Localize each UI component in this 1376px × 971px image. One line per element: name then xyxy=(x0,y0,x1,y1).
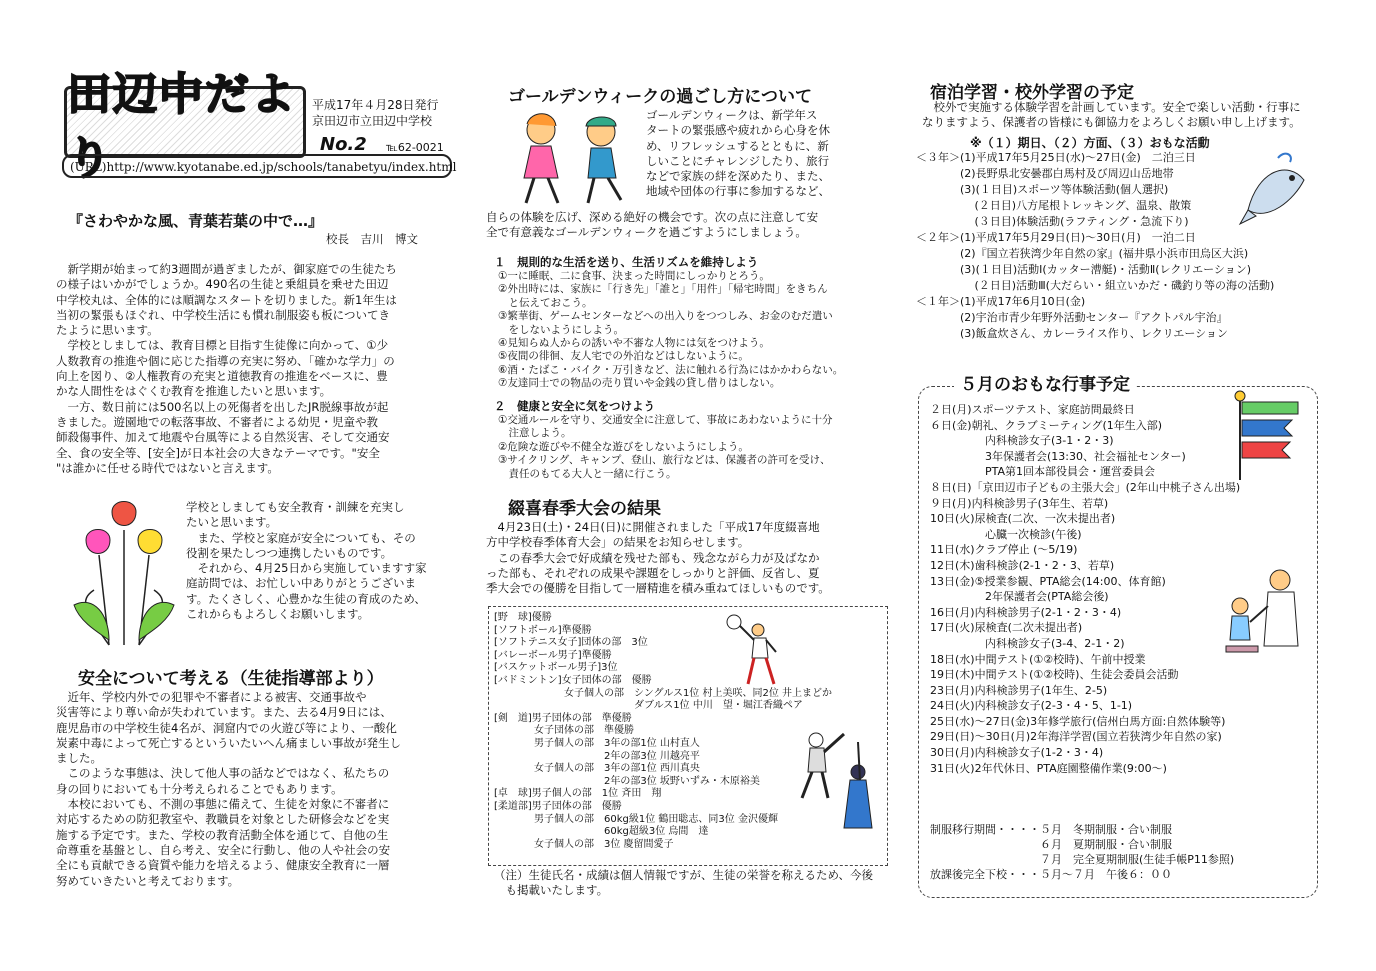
text-line: （注）生徒氏名・成績は個人情報ですが、生徒の栄誉を称えるため、今後 xyxy=(494,868,874,882)
event-row: 10日(火)尿検査(二次、一次未提出者) xyxy=(930,512,1116,526)
telephone: ℡62-0021 xyxy=(386,141,444,154)
text-line: たいと思います。 xyxy=(186,515,278,530)
text-line: 近年、学校内外での犯罪や不審者による被害、交通事故や xyxy=(56,690,367,704)
text-line: 庭訪問では、お忙しい中ありがとうございま xyxy=(186,576,416,591)
tournament-title: 綴喜春季大会の結果 xyxy=(508,499,661,519)
doctor-illustration xyxy=(1218,566,1308,666)
text-line: 施する予定です。また、学校の教育活動全体を通じて、自他の生 xyxy=(56,827,389,842)
baseball-kendo-illustration xyxy=(780,728,880,838)
list-item: (3)(１日目)活動Ⅰ(カッター漕艇)・活動Ⅱ(レクリエーション) xyxy=(916,263,1251,276)
tulip-illustration xyxy=(64,500,184,650)
text-line: 鹿児島市の中学校生徒4名が、洞窟内での火遊び等により、一酸化 xyxy=(56,720,397,735)
event-row: 18日(水)中間テスト(①②校時)、午前中授業 xyxy=(930,652,1146,666)
text-line: これからもよろしくお願いします。 xyxy=(186,607,370,622)
result-row: [卓 球]男子個人の部 1位 斉田 翔 xyxy=(494,788,662,800)
list-item: と伝えておこう。 xyxy=(498,296,593,309)
list-item: (2)長野県北安曇郡白馬村及び周辺山岳地帯 xyxy=(916,167,1174,180)
list-item: (2)宇治市青少年野外活動センター『アクトパル宇治』 xyxy=(916,311,1228,324)
volleyball-player-illustration xyxy=(718,612,788,688)
list-item: 責任のもてる大人と一緒に行こう。 xyxy=(498,467,677,480)
text-line: また、学校と家庭が安全についても、その xyxy=(186,530,416,545)
text-line: 方中学校春季体育大会」の結果をお知らせします。 xyxy=(486,535,750,550)
text-line: 季大会での優勝を目指して一層精進を積み重ねてほしいものです。 xyxy=(486,581,830,596)
text-line: ゴールデンウィークは、新学年ス xyxy=(646,108,818,122)
text-line: 全にも貢献できる資質や能力を培えるよう、健康安全教育に一層 xyxy=(56,858,390,873)
result-row: [柔道部]男子団体の部 優勝 xyxy=(494,800,622,812)
event-row: 24日(火)内科検診女子(2-3・4・5、1-1) xyxy=(930,699,1133,713)
list-item: ＜３年＞(1)平成17年5月25日(水)～27日(金) 二泊三日 xyxy=(916,151,1196,164)
result-row: [ソフトテニス女子]団体の部 3位 xyxy=(494,637,648,649)
result-row: ダブルス1位 中川 望・堀江香織ペア xyxy=(494,700,803,712)
text-line: 全、食の安全等、[安全]が日本社会の大きなテーマです。"安全 xyxy=(56,445,380,460)
text-line: 新学期が始まって約3週間が過ぎましたが、御家庭での生徒たち xyxy=(56,262,397,276)
event-row: 12日(木)歯科検診(2-1・2・3、若草) xyxy=(930,558,1115,572)
result-row: [バスケットボール男子]3位 xyxy=(494,662,618,674)
text-line: 炭素中毒によって死亡するといういたいへん痛ましい事故が発生し xyxy=(56,735,401,750)
text-line: 命尊重を基盤とし、自ら考え、安全に行動し、他の人や社会の安 xyxy=(56,842,391,857)
list-item: 注意しよう。 xyxy=(498,427,572,440)
event-row: 11日(水)クラブ停止 (～5/19) xyxy=(930,543,1078,557)
event-row: 内科検診女子(3-4、2-1・2) xyxy=(930,636,1125,650)
list-item: ②危険な遊びや不健全な遊びをしないようにしよう。 xyxy=(498,440,749,453)
school-url[interactable]: (URL)http://www.kyotanabe.ed.jp/schools/tanabetyu/index.html xyxy=(62,154,452,178)
event-row: 19日(木)中間テスト(①②校時)、生徒会委員会活動 xyxy=(930,668,1179,682)
study-trips-legend: ※（１）期日、（２）方面、（３）おもな活動 xyxy=(970,136,1210,150)
event-row: 16日(月)内科検診男子(2-1・2・3・4) xyxy=(930,605,1122,619)
text-line: このような事態は、決して他人事の話などではなく、私たちの xyxy=(56,766,390,781)
text-line: 地域や団体の行事に参加するなど、 xyxy=(646,184,830,199)
text-line: 人数教育の推進や個に応じた指導の充実に努め、「確かな学力」の xyxy=(56,353,395,368)
text-line: った部も、それぞれの成果や課題をしっかりと評価、反省し、夏 xyxy=(486,565,820,580)
text-line: す。たくさしく、心豊かな生徒の育成のため、 xyxy=(186,591,426,606)
text-line: ました。 xyxy=(56,751,102,766)
list-item: (3)飯盒炊さん、カレーライス作り、レクリエーション xyxy=(916,327,1228,340)
event-row: 心臓一次検診(午後) xyxy=(930,527,1082,541)
event-row: 内科検診女子(3-1・2・3) xyxy=(930,434,1114,448)
result-row: 女子個人の部 3年の部1位 西川真央 xyxy=(494,763,700,775)
golden-section-2 xyxy=(498,414,890,481)
golden-section-1 xyxy=(498,270,890,391)
text-line: 一方、数日前には500名以上の死傷者を出したJR脱線事故が起 xyxy=(56,399,389,414)
text-line: 災害等により尊い命が失われています。また、去る4月9日には、 xyxy=(56,705,392,720)
may-events-title: ５月のおもな行事予定 xyxy=(954,370,1136,395)
list-item: (２日目)八方尾根トレッキング、温泉、散策 xyxy=(916,199,1192,212)
result-row: [バドミントン]女子団体の部 優勝 xyxy=(494,674,652,686)
event-row: 31日(火)2年代休日、PTA庭園整備作業(9:00～) xyxy=(930,761,1167,775)
uniform-schedule xyxy=(930,822,1310,882)
text-line: なりますよう、保護者の皆様にも御協力をよろしくお願い申し上げます。 xyxy=(922,115,1301,130)
event-row: 3年保護者会(13:30、社会福祉センター) xyxy=(930,449,1186,463)
result-row: 女子個人の部 シングルス1位 村上美咲、同2位 井上まどか xyxy=(494,687,833,699)
text-line: 本校においても、不測の事態に備えて、生徒を対象に不審者に xyxy=(56,797,390,812)
issue-date: 平成17年４月28日発行 xyxy=(312,98,439,112)
text-line: この春季大会で好成績を残せた部も、残念ながら力が及ばなか xyxy=(486,550,820,565)
list-item: ＜１年＞(1)平成17年6月10日(金) xyxy=(916,295,1086,308)
result-row: [野 球]優勝 xyxy=(494,612,552,623)
newsletter-logo: 田辺中だより xyxy=(64,86,306,158)
result-row: 60kg超級3位 烏間 達 xyxy=(494,826,709,838)
text-line: たように思います。 xyxy=(56,323,159,338)
safety-body xyxy=(56,690,466,889)
principal-author: 校長 吉川 博文 xyxy=(326,232,418,246)
result-row: 男子個人の部 3年の部1位 山村直人 xyxy=(494,737,700,749)
result-row: [剣 道]男子団体の部 準優勝 xyxy=(494,712,632,724)
event-row: 29日(日)～30日(月)2年海洋学習(国立若狭湾少年自然の家) xyxy=(930,730,1222,744)
list-item: ＜２年＞(1)平成17年5月29日(日)～30日(月) 一泊二日 xyxy=(916,231,1196,244)
result-row: 女子個人の部 3位 慶留間愛子 xyxy=(494,838,674,850)
result-row: 女子団体の部 準優勝 xyxy=(494,725,634,737)
text-line: 役割を果たしつつ連携したいものです。 xyxy=(186,545,393,560)
tournament-note xyxy=(494,868,894,899)
text-line: それから、4月25日から実施していますす家 xyxy=(186,561,427,576)
list-item: ⑤夜間の徘徊、友人宅での外泊などはしないように。 xyxy=(498,350,749,363)
event-row: 23日(月)内科検診男子(1年生、2-5) xyxy=(930,683,1108,697)
list-item: (2)『国立若狭湾少年自然の家』(福井県小浜市田烏区大浜) xyxy=(916,247,1249,260)
issue-number: No.2 xyxy=(320,134,367,155)
event-row: 25日(水)～27日(金)3年修学旅行(信州白馬方面:自然体験等) xyxy=(930,714,1226,728)
event-row: ９日(月)内科検診男子(3年生、若草) xyxy=(930,496,1109,510)
golden-week-intro-2 xyxy=(486,210,886,241)
text-line: 全で有意義なゴールデンウィークを過ごすようにしましょう。 xyxy=(486,225,807,240)
event-row: PTA第1回本部役員会・運営委員会 xyxy=(930,465,1156,479)
text-line: 校外で実施する体験学習を計画しています。安全で楽しい活動・行事に xyxy=(922,100,1301,114)
event-row: 13日(金)⑤授業参観、PTA総会(14:00、体育館) xyxy=(930,574,1166,588)
golden-week-title: ゴールデンウィークの過ごし方について xyxy=(508,87,812,107)
publisher: 京田辺市立田辺中学校 xyxy=(312,114,433,128)
list-item: をしないようにしよう。 xyxy=(498,323,624,336)
list-item: ⑥酒・たばこ・バイク・万引きなど、法に触れる行為にはかかわらない。 xyxy=(498,363,844,376)
result-row: 男子個人の部 60kg級1位 鶴田聡志、同3位 金沢優輝 xyxy=(494,813,778,825)
text-line: 向上を図り、②人権教育の充実と道徳教育の推進をベースに、豊 xyxy=(56,369,388,384)
tournament-intro xyxy=(486,520,890,596)
carp-streamer-illustration xyxy=(1232,390,1304,482)
principal-body-2 xyxy=(186,500,466,622)
list-item: ②外出時には、家族に「行き先」「誰と」「用件」「帰宅時間」をきちん xyxy=(498,283,828,296)
text-line: 身の回りにおいても十分考えられることでもあります。 xyxy=(56,781,343,796)
list-item: (２日目)活動Ⅲ(大だらい・組立いかだ・磯釣り等の海の活動) xyxy=(916,279,1275,292)
event-row: ６日(金)朝礼、クラブミーティング(1年生入部) xyxy=(930,418,1163,432)
text-line: 中学校丸は、全体的には順調なスタートを切りました。新1年生は xyxy=(56,292,397,307)
principal-title: 『さわやかな風、青葉若葉の中で…』 xyxy=(68,212,324,230)
event-row: 17日(火)尿検査(二次未提出者) xyxy=(930,621,1083,635)
uniform-row: ７月 完全夏期制服(生徒手帳P11参照) xyxy=(930,853,1235,866)
uniform-row: ６月 夏期制服・合い制服 xyxy=(930,838,1172,851)
list-item: ③サイクリング、キャンプ、登山、旅行などは、保護者の許可を受け、 xyxy=(498,454,831,467)
golden-section-2-title: ２ 健康と安全に気をつけよう xyxy=(494,399,655,413)
principal-body xyxy=(56,262,466,476)
list-item: (３日目)体験活動(ラフティング・急流下り) xyxy=(916,215,1189,228)
safety-title: 安全について考える（生徒指導部より） xyxy=(78,669,384,689)
result-row: 2年の部3位 川越亮平 xyxy=(494,750,700,762)
fish-illustration xyxy=(1238,150,1312,226)
text-line: 学校としましては、教育目標と目指す生徒像に向かって、①少 xyxy=(56,338,389,353)
text-line: 自らの体験を広げ、深める絶好の機会です。次の点に注意して安 xyxy=(486,210,819,224)
text-line: タートの緊張感や疲れから心身を休 xyxy=(646,123,830,138)
event-row: ８日(日)「京田辺市子どもの主張大会」(2年山中桃子さん出場) xyxy=(930,480,1241,494)
may-events-list xyxy=(930,402,1260,776)
text-line: め、リフレッシュするとともに、新 xyxy=(646,138,829,153)
list-item: ④見知らぬ人からの誘いや不審な人物には気をつけよう。 xyxy=(498,337,770,350)
list-item: ⑦友達同士での物品の売り買いや金銭の貸し借りはしない。 xyxy=(498,377,781,390)
text-line: の様子はいかがでしょうか。490名の生徒と乗組員を乗せた田辺 xyxy=(56,277,389,292)
text-line: 努めていきたいと考えております。 xyxy=(56,873,240,888)
text-line: 学校としましても安全教育・訓練を充実し xyxy=(186,500,405,514)
text-line: しいことにチャレンジしたり、旅行 xyxy=(646,153,830,168)
text-line: きました。遊園地での転落事故、不審者による幼児・児童や教 xyxy=(56,414,378,429)
text-line: などで家族の絆を深めたり、また、 xyxy=(646,169,830,184)
list-item: ③繁華街、ゲームセンターなどへの出入りをつつしみ、お金のむだ遣い xyxy=(498,310,833,323)
golden-week-intro xyxy=(646,108,886,200)
text-line: かな人間性をはぐくむ教育を推進したいと思います。 xyxy=(56,384,332,399)
uniform-row: 制服移行期間・・・・５月 冬期制服・合い制服 xyxy=(930,823,1172,836)
event-row: 30日(月)内科検診女子(1-2・3・4) xyxy=(930,746,1104,760)
list-item: (3)(１日目)スポーツ等体験活動(個人選択) xyxy=(916,183,1169,196)
text-line: も掲載いたします。 xyxy=(494,883,609,898)
result-row: 2年の部3位 坂野いずみ・木原裕美 xyxy=(494,775,760,787)
text-line: 当初の緊張もほぐれ、中学校生活にも慣れ制服姿も板についてき xyxy=(56,307,390,322)
event-row: 2年保護者会(PTA総会後) xyxy=(930,590,1109,604)
result-row: [ソフトボール]準優勝 xyxy=(494,624,592,636)
event-row: ２日(月)スポーツテスト、家庭訪問最終日 xyxy=(930,403,1135,416)
golden-section-1-title: １ 規則的な生活を送り、生活リズムを維持しよう xyxy=(494,255,759,269)
study-trips-intro xyxy=(922,100,1322,131)
study-trips-title: 宿泊学習・校外学習の予定 xyxy=(930,83,1134,103)
uniform-row: 放課後完全下校・・・５月～７月 午後６：００ xyxy=(930,868,1172,881)
list-item: ①交通ルールを守り、交通安全に注意して、事故にあわないように十分 xyxy=(498,414,833,426)
text-line: 師殺傷事件、加えて地震や台風等による自然災害、そして交通安 xyxy=(56,430,390,445)
kids-illustration xyxy=(496,108,646,208)
text-line: 4月23日(土)・24日(日)に開催されました「平成17年度綴喜地 xyxy=(486,520,820,534)
result-row: [バレーボール男子]準優勝 xyxy=(494,649,612,661)
text-line: "は誰かに任せる時代ではないと言えます。 xyxy=(56,460,279,475)
text-line: 対応するための防犯教室や、教職員を対象とした研修会などを実 xyxy=(56,812,390,827)
list-item: ①一に睡眠、二に食事、決まった時間にしっかりとろう。 xyxy=(498,270,770,282)
